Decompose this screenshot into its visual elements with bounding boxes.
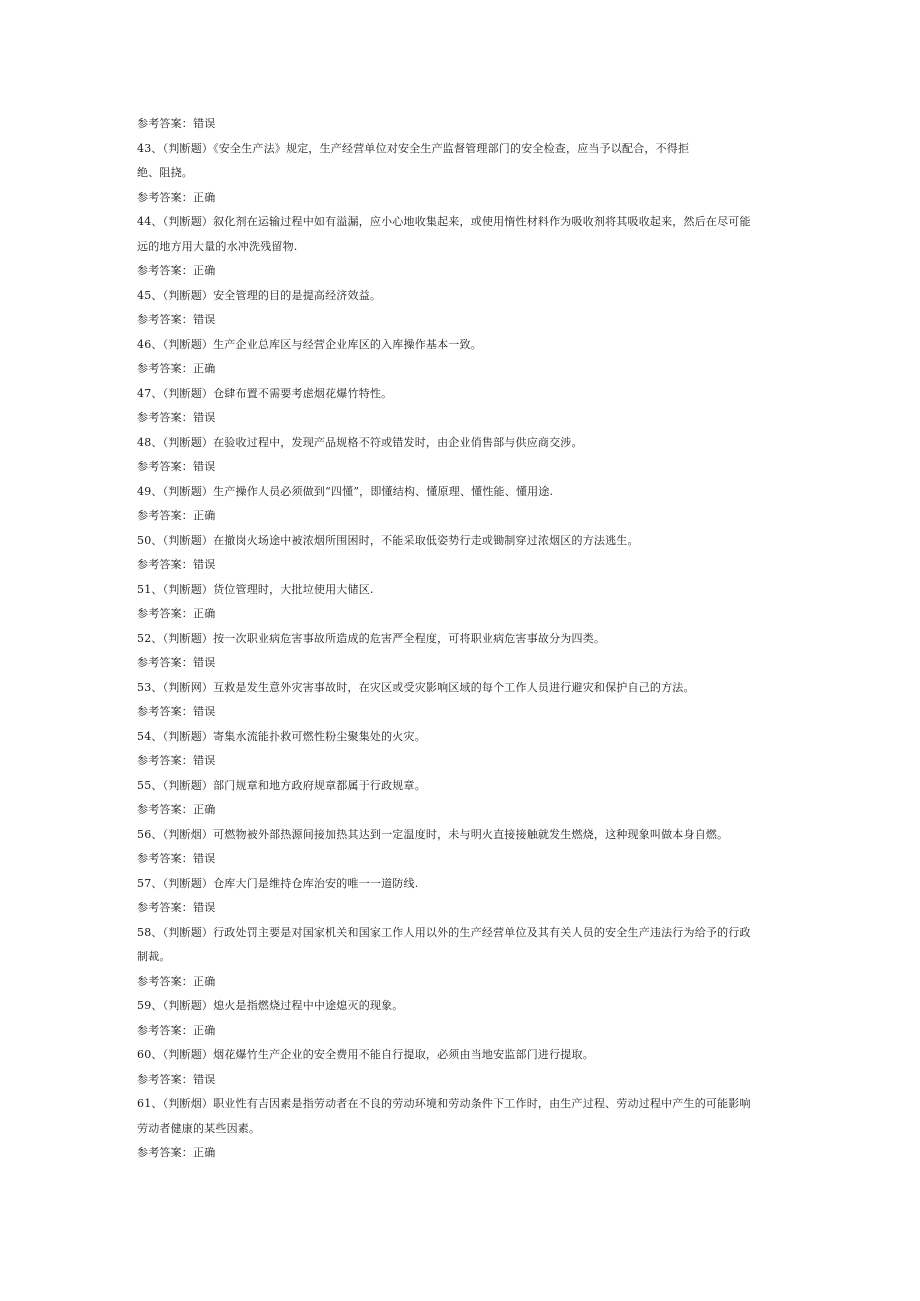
question-line: 60、（判断题）烟花爆竹生产企业的安全费用不能自行提取，必须由当地安监部门进行提取。 [137,1048,594,1061]
answer-line: 参考答案：错误 [137,1072,216,1086]
answer-line: 参考答案：正确 [137,190,216,204]
answer-line: 参考答案：正确 [137,803,216,816]
question-line: 45、（判断题）安全管理的目的是提高经济效益。 [137,288,382,302]
answer-line: 参考答案：正确 [137,974,216,988]
answer-line: 参考答案：错误 [137,460,216,473]
answer-line: 参考答案：正确 [137,1023,216,1037]
question-line: 58、（判断题）行政处罚主要是对国家机关和国家工作人用以外的生产经营单位及其有关人员的安全生产违法行为给予的行政 [137,925,751,939]
answer-line: 参考答案：错误 [137,852,216,865]
answer-line: 参考答案：错误 [137,117,216,130]
question-line: 43、（判断题）《安全生产法》规定，生产经营单位对安全生产监督管理部门的安全检查，应当予以配合，不得拒 [137,141,690,155]
question-line: 劳动者健康的某些因素。 [137,1121,261,1135]
question-line: 50、（判断题）在撤岗火场途中被浓烟所围困时，不能采取低姿势行走或锄制穿过浓烟区的方法逃生。 [137,533,639,547]
question-line: 远的地方用大量的水冲洗残留物. [137,239,298,253]
question-line: 47、（判断题）仓肆布置不需要考虑烟花爆竹特性。 [137,386,393,400]
answer-line: 参考答案：正确 [137,362,216,375]
question-line: 61、（判断烟）职业性有吉因素是指劳动者在不良的劳动环境和劳动条件下工作时，由生产过程、劳动过程中产生的可能影响 [137,1097,751,1110]
answer-line: 参考答案：正确 [137,607,216,620]
question-line: 59、（判断题）熄火是指燃烧过程中中途熄灭的现象。 [137,999,404,1012]
document-page [137,112,787,1166]
answer-line: 参考答案：错误 [137,558,216,571]
question-line: 54、（判断题）寄集水流能扑救可燃性粉尘聚集处的火灾。 [137,729,426,743]
answer-line: 参考答案：错误 [137,705,216,718]
question-line: 55、（判断题）部门规章和地方政府规章都属于行政规章。 [137,778,426,792]
question-line: 49、（判断题）生产操作人员必须做到“四懂”，即懂结构、懂原理、懂性能、懂用途. [137,484,554,498]
answer-line: 参考答案：正确 [137,509,216,522]
answer-line: 参考答案：错误 [137,754,216,767]
question-line: 制裁。 [137,950,171,963]
question-line: 52、（判断题）按一次职业病危害事故所造成的危害严全程度，可将职业病危害事故分为四类。 [137,631,606,645]
answer-line: 参考答案：错误 [137,411,216,424]
answer-line: 参考答案：错误 [137,901,216,914]
question-line: 57、（判断题）仓库大门是维持仓库治安的唯一一道防线. [137,876,419,890]
question-line: 51、（判断题）货位管理时，大批垃使用大储区. [137,582,374,596]
answer-line: 参考答案：错误 [137,313,216,326]
question-line: 绝、阻挠。 [137,166,193,179]
answer-line: 参考答案：正确 [137,264,216,277]
question-line: 48、（判断题）在验收过程中，发现产品规格不符或错发时，由企业俏售部与供应商交涉。 [137,435,583,449]
question-line: 56、（判断烟）可燃物被外部热源间接加热其达到一定温度时，未与明火直接接触就发生燃烧，这种现象叫做本身自燃。 [137,827,729,841]
answer-line: 参考答案：错误 [137,656,216,669]
question-line: 44、（判断题）叙化剂在运输过程中如有溢漏，应小心地收集起来，或使用惰性材料作为吸收剂将其吸收起来，然后在尽可能 [137,215,751,228]
question-line: 53、（判断网）互救是发生意外灾害事故时，在灾区或受灾影响区域的每个工作人员进行避灾和保护自己的方法。 [137,680,695,694]
answer-line: 参考答案：正确 [137,1146,216,1159]
question-line: 46、（判断题）生产企业总库区与经营企业库区的入库操作基本一致。 [137,337,482,351]
